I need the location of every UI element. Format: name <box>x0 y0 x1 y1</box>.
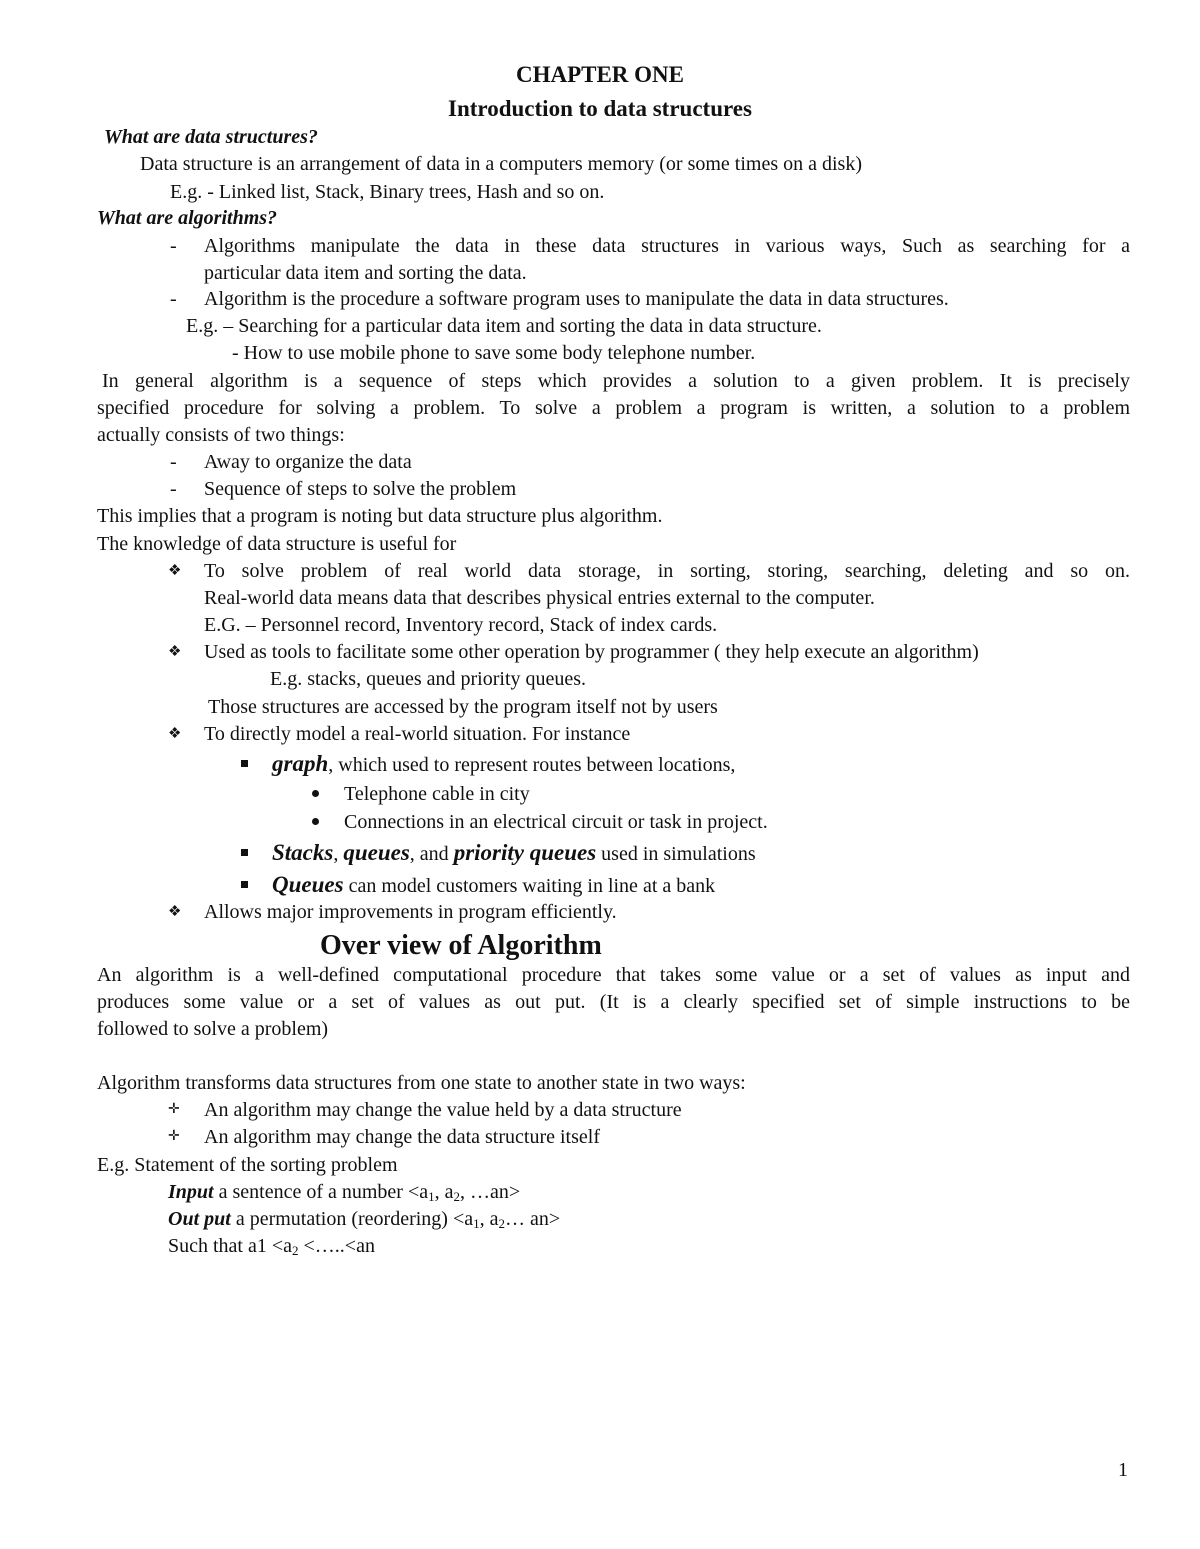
overview-heading: Over view of Algorithm <box>320 930 602 961</box>
ds-question: What are data structures? <box>104 126 318 148</box>
dash-bullet: - <box>170 288 177 310</box>
and-text: and <box>419 843 449 865</box>
use4: Allows major improvements in program efficiently. <box>204 901 617 923</box>
graph-sub1: Telephone cable in city <box>344 783 530 805</box>
graph-item <box>272 752 735 777</box>
diamond-bullet-icon: ❖ <box>168 904 182 920</box>
queues-term: queues <box>343 840 410 865</box>
queues2-rest: can model customers waiting in line at a bank <box>348 875 716 897</box>
square-bullet-icon <box>241 849 248 856</box>
dash-bullet: - <box>170 478 177 500</box>
cross-bullet-icon: ✛ <box>168 1102 180 1117</box>
alg-bullet1-line2: particular data item and sorting the data. <box>204 262 527 284</box>
graph-sub2: Connections in an electrical circuit or task in project. <box>344 811 768 833</box>
general-implies: This implies that a program is noting but data structure plus algorithm. <box>97 505 663 527</box>
input-label: Input <box>168 1181 214 1203</box>
general-line1: In general algorithm is a sequence of steps which provides a solution to a given problem. It is precisely <box>102 370 1130 392</box>
diamond-bullet-icon: ❖ <box>168 563 182 579</box>
graph-term: graph <box>272 751 329 776</box>
overview-line3: followed to solve a problem) <box>97 1018 329 1040</box>
alg-example2: - How to use mobile phone to save some body telephone number. <box>232 342 756 364</box>
overview-line2: produces some value or a set of values as out put. (It is a clearly specified set of simple instructions to be <box>97 991 1130 1013</box>
graph-rest: , which used to represent routes between locations, <box>328 754 736 776</box>
diamond-bullet-icon: ❖ <box>168 644 182 660</box>
queues-item <box>272 873 715 898</box>
ds-definition: Data structure is an arrangement of data in a computers memory (or some times on a disk) <box>140 153 862 175</box>
overview-line1: An algorithm is a well-defined computational procedure that takes some value or a set of values as input and <box>97 964 1130 986</box>
overview-transforms: Algorithm transforms data structures from one state to another state in two ways: <box>97 1072 746 1094</box>
dash-bullet: - <box>170 235 177 257</box>
use2-line1: Used as tools to facilitate some other operation by programmer ( they help execute an algorithm) <box>204 641 979 663</box>
sorting-such-that: Such that $a1 <a_2$ <…..<an <box>168 1235 375 1258</box>
sim-rest: used in simulations <box>601 843 756 865</box>
stacks-term: Stacks <box>272 840 334 865</box>
use1-line2: Real-world data means data that describes physical entries external to the computer. <box>204 587 875 609</box>
general-thing2: Sequence of steps to solve the problem <box>204 478 517 500</box>
use3-line1: To directly model a real-world situation. For instance <box>204 723 631 745</box>
ds-example: E.g. - Linked list, Stack, Binary trees, Hash and so on. <box>170 181 605 203</box>
general-line2: specified procedure for solving a problem. To solve a problem a program is written, a solution to a problem <box>97 397 1130 419</box>
dash-bullet: - <box>170 451 177 473</box>
output-label: Out put <box>168 1208 231 1230</box>
overview-way1: An algorithm may change the value held by a data structure <box>204 1099 682 1121</box>
alg-bullet1-line1: Algorithms manipulate the data in these data structures in various ways, Such as searching for a <box>204 235 1130 257</box>
sorting-input: Input a sentence of a number $<a_1$, $a_2$, …an> <box>168 1181 521 1204</box>
overview-way2: An algorithm may change the data structure itself <box>204 1126 600 1148</box>
use2-line3: Those structures are accessed by the program itself not by users <box>208 696 718 718</box>
round-bullet-icon <box>312 818 319 825</box>
use1-line3: E.G. – Personnel record, Inventory record, Stack of index cards. <box>204 614 718 636</box>
diamond-bullet-icon: ❖ <box>168 726 182 742</box>
alg-example1: E.g. – Searching for a particular data item and sorting the data in data structure. <box>186 315 822 337</box>
alg-question: What are algorithms? <box>97 207 278 229</box>
square-bullet-icon <box>241 760 248 767</box>
use1-line1: To solve problem of real world data storage, in sorting, storing, searching, deleting and so on. <box>204 560 1130 582</box>
general-thing1: Away to organize the data <box>204 451 412 473</box>
chapter-label: CHAPTER ONE <box>515 62 685 87</box>
round-bullet-icon <box>312 790 319 797</box>
use2-line2: E.g. stacks, queues and priority queues. <box>270 668 587 690</box>
cross-bullet-icon: ✛ <box>168 1129 180 1144</box>
general-useful-intro: The knowledge of data structure is useful for <box>97 533 457 555</box>
priority-term: priority queues <box>453 840 597 865</box>
queues2-term: Queues <box>272 872 344 897</box>
page-number: 1 <box>1118 1459 1128 1481</box>
chapter-title: Introduction to data structures <box>448 96 752 121</box>
alg-bullet2: Algorithm is the procedure a software program uses to manipulate the data in data structures. <box>204 288 949 310</box>
sorting-output: Out put a permutation (reordering) $<a_1$, $a_2\dots$ an> <box>168 1208 561 1231</box>
general-line3: actually consists of two things: <box>97 424 345 446</box>
simulation-item: Stacks, queues, and priority queues used in simulations <box>272 840 756 865</box>
sorting-intro: E.g. Statement of the sorting problem <box>97 1154 398 1176</box>
square-bullet-icon <box>241 881 248 888</box>
